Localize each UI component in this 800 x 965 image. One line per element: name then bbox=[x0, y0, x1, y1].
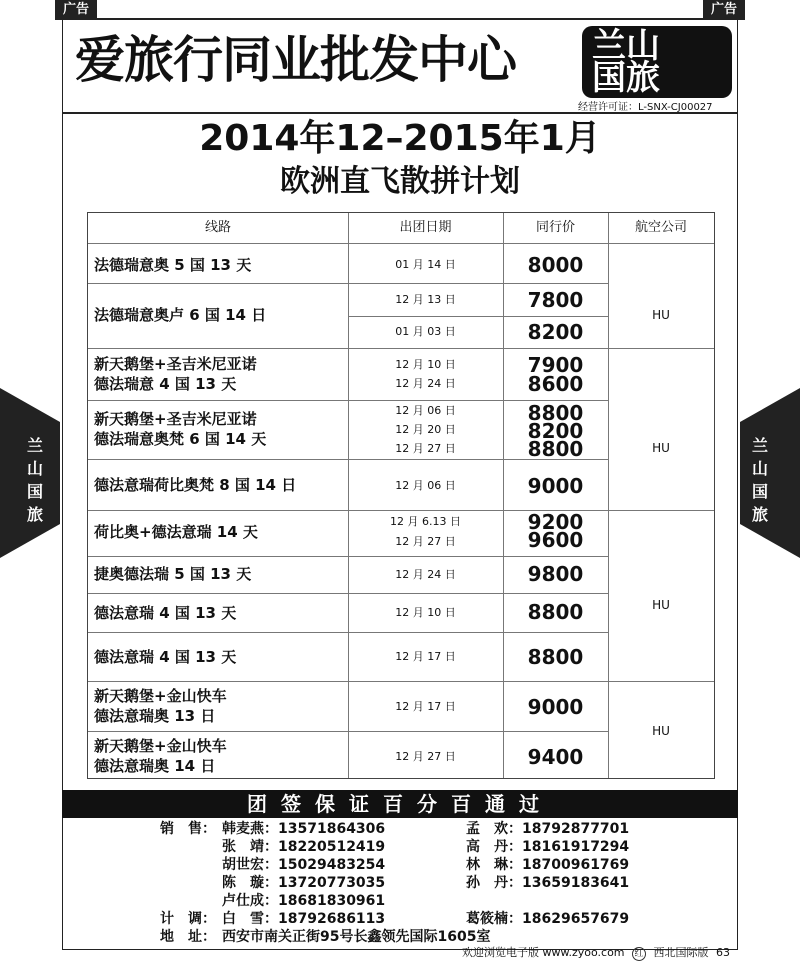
peer-price: 9200 bbox=[527, 510, 584, 534]
sales-contact: 胡世宏：15029483254 bbox=[222, 857, 386, 873]
departure-date: 01 月 03 日 bbox=[395, 325, 456, 338]
sales-label: 销 售： bbox=[160, 821, 216, 837]
departure-date: 12 月 17 日 bbox=[395, 700, 456, 713]
header-airline: 航空公司 bbox=[634, 220, 687, 235]
airline-code: HU bbox=[652, 598, 670, 612]
departure-date: 12 月 06 日 bbox=[395, 404, 456, 417]
route-name: 捷奥德法瑞 5 国 13 天 bbox=[94, 565, 252, 583]
side-char: 旅 bbox=[26, 505, 43, 524]
route-name: 德法意瑞荷比奥梵 8 国 14 日 bbox=[94, 476, 297, 494]
header-rule bbox=[62, 112, 738, 114]
departure-date: 12 月 10 日 bbox=[395, 606, 456, 619]
departure-date: 12 月 06 日 bbox=[395, 479, 456, 492]
peer-price: 8800 bbox=[527, 645, 584, 669]
address-text: 西安市南关正街95号长鑫领先国际1605室 bbox=[222, 929, 491, 945]
license-number: 经营许可证：L-SNX-CJ00027 bbox=[578, 102, 713, 113]
route-name: 德法瑞意奥梵 6 国 14 天 bbox=[94, 430, 267, 448]
side-char: 国 bbox=[751, 482, 768, 501]
peer-price: 9400 bbox=[527, 745, 584, 769]
peer-price: 8200 bbox=[527, 320, 584, 344]
row-divider bbox=[88, 348, 714, 349]
departure-date: 12 月 24 日 bbox=[395, 377, 456, 390]
header-route: 线路 bbox=[204, 220, 231, 235]
row-divider bbox=[88, 681, 714, 682]
side-label-right bbox=[750, 434, 770, 526]
side-char: 国 bbox=[26, 482, 43, 501]
route-name: 德法意瑞奥 14 日 bbox=[94, 757, 216, 775]
row-divider bbox=[88, 593, 608, 594]
departure-date: 01 月 14 日 bbox=[395, 258, 456, 271]
peer-price: 8600 bbox=[527, 372, 584, 396]
footer-badge: 红 bbox=[632, 947, 646, 961]
peer-price: 7800 bbox=[527, 288, 584, 312]
page-title: 2014年12–2015年1月 bbox=[199, 118, 601, 159]
sales-contact: 韩麦燕：13571864306 bbox=[222, 821, 386, 837]
peer-price: 9000 bbox=[527, 695, 584, 719]
row-divider bbox=[608, 243, 714, 244]
peer-price: 8200 bbox=[527, 419, 584, 443]
ad-label-right: 广告 bbox=[703, 0, 745, 20]
logo-line-2: 国旅 bbox=[592, 58, 660, 98]
sales-contact: 孙 丹：13659183641 bbox=[466, 875, 630, 891]
departure-date: 12 月 13 日 bbox=[395, 293, 456, 306]
side-char: 山 bbox=[751, 459, 768, 478]
itinerary-table bbox=[87, 212, 715, 779]
column-divider bbox=[608, 213, 609, 778]
side-char: 旅 bbox=[751, 505, 768, 524]
route-name: 法德瑞意奥卢 6 国 14 日 bbox=[94, 306, 267, 324]
route-name: 新天鹅堡+金山快车 bbox=[94, 737, 227, 755]
departure-date: 12 月 27 日 bbox=[395, 535, 456, 548]
airline-code: HU bbox=[652, 441, 670, 455]
row-divider bbox=[88, 632, 608, 633]
route-name: 荷比奥+德法意瑞 14 天 bbox=[94, 523, 258, 541]
departure-date: 12 月 20 日 bbox=[395, 423, 456, 436]
page-footer bbox=[462, 946, 730, 961]
departure-date: 12 月 6.13 日 bbox=[390, 515, 461, 528]
row-divider bbox=[88, 510, 714, 511]
footer-section: 西北国际版 bbox=[653, 946, 709, 959]
departure-date: 12 月 10 日 bbox=[395, 358, 456, 371]
side-char: 山 bbox=[26, 459, 43, 478]
peer-price: 8800 bbox=[527, 600, 584, 624]
footer-page-number: 63 bbox=[716, 946, 731, 959]
route-name: 德法意瑞奥 13 日 bbox=[94, 707, 216, 725]
route-name: 新天鹅堡+圣吉米尼亚诺 bbox=[94, 410, 257, 428]
route-name: 法德瑞意奥 5 国 13 天 bbox=[94, 256, 252, 274]
departure-date: 12 月 27 日 bbox=[395, 750, 456, 763]
side-char: 兰 bbox=[26, 436, 43, 455]
route-name: 德法意瑞 4 国 13 天 bbox=[94, 604, 237, 622]
departure-date: 12 月 24 日 bbox=[395, 568, 456, 581]
agency-name: 爱旅行同业批发中心 bbox=[75, 31, 516, 89]
route-name: 德法瑞意 4 国 13 天 bbox=[94, 375, 237, 393]
visa-guarantee-banner: 团签保证百分百通过 bbox=[62, 790, 738, 818]
side-char: 兰 bbox=[751, 436, 768, 455]
row-divider bbox=[88, 731, 608, 732]
peer-price: 8800 bbox=[527, 401, 584, 425]
sales-contact: 张 靖：18220512419 bbox=[222, 839, 386, 855]
airline-code: HU bbox=[652, 308, 670, 322]
peer-price: 7900 bbox=[527, 353, 584, 377]
sales-contact: 陈 璇：13720773035 bbox=[222, 875, 386, 891]
departure-date: 12 月 27 日 bbox=[395, 442, 456, 455]
side-label-left bbox=[25, 434, 45, 526]
route-name: 新天鹅堡+圣吉米尼亚诺 bbox=[94, 355, 257, 373]
peer-price: 8000 bbox=[527, 253, 584, 277]
address-label: 地 址： bbox=[160, 929, 216, 945]
sales-contact: 孟 欢：18792877701 bbox=[466, 821, 630, 837]
company-logo bbox=[582, 26, 732, 98]
ad-label-left: 广告 bbox=[55, 0, 97, 20]
row-divider bbox=[88, 556, 608, 557]
planning-contact: 白 雪：18792686113 bbox=[222, 911, 386, 927]
footer-website: 欢迎浏览电子版 www.zyoo.com bbox=[462, 946, 625, 959]
sales-contact: 林 琳：18700961769 bbox=[466, 857, 630, 873]
airline-code: HU bbox=[652, 724, 670, 738]
route-name: 新天鹅堡+金山快车 bbox=[94, 687, 227, 705]
departure-date: 12 月 17 日 bbox=[395, 650, 456, 663]
logo-line-1: 兰山 bbox=[592, 26, 660, 66]
planning-label: 计 调： bbox=[160, 911, 216, 927]
route-name: 德法意瑞 4 国 13 天 bbox=[94, 648, 237, 666]
planning-contact: 葛筱楠：18629657679 bbox=[466, 911, 630, 927]
sales-contact: 高 丹：18161917294 bbox=[466, 839, 630, 855]
peer-price: 9800 bbox=[527, 562, 584, 586]
peer-price: 8800 bbox=[527, 437, 584, 461]
header-price: 同行价 bbox=[535, 220, 575, 235]
row-divider bbox=[88, 283, 608, 284]
row-divider bbox=[88, 243, 608, 244]
peer-price: 9000 bbox=[527, 474, 584, 498]
sales-contact: 卢仕成：18681830961 bbox=[222, 893, 386, 909]
side-tab-right bbox=[740, 388, 800, 558]
row-divider bbox=[348, 316, 608, 317]
peer-price: 9600 bbox=[527, 528, 584, 552]
header-date: 出团日期 bbox=[399, 220, 452, 235]
page-subtitle: 欧洲直飞散拼计划 bbox=[280, 164, 520, 199]
